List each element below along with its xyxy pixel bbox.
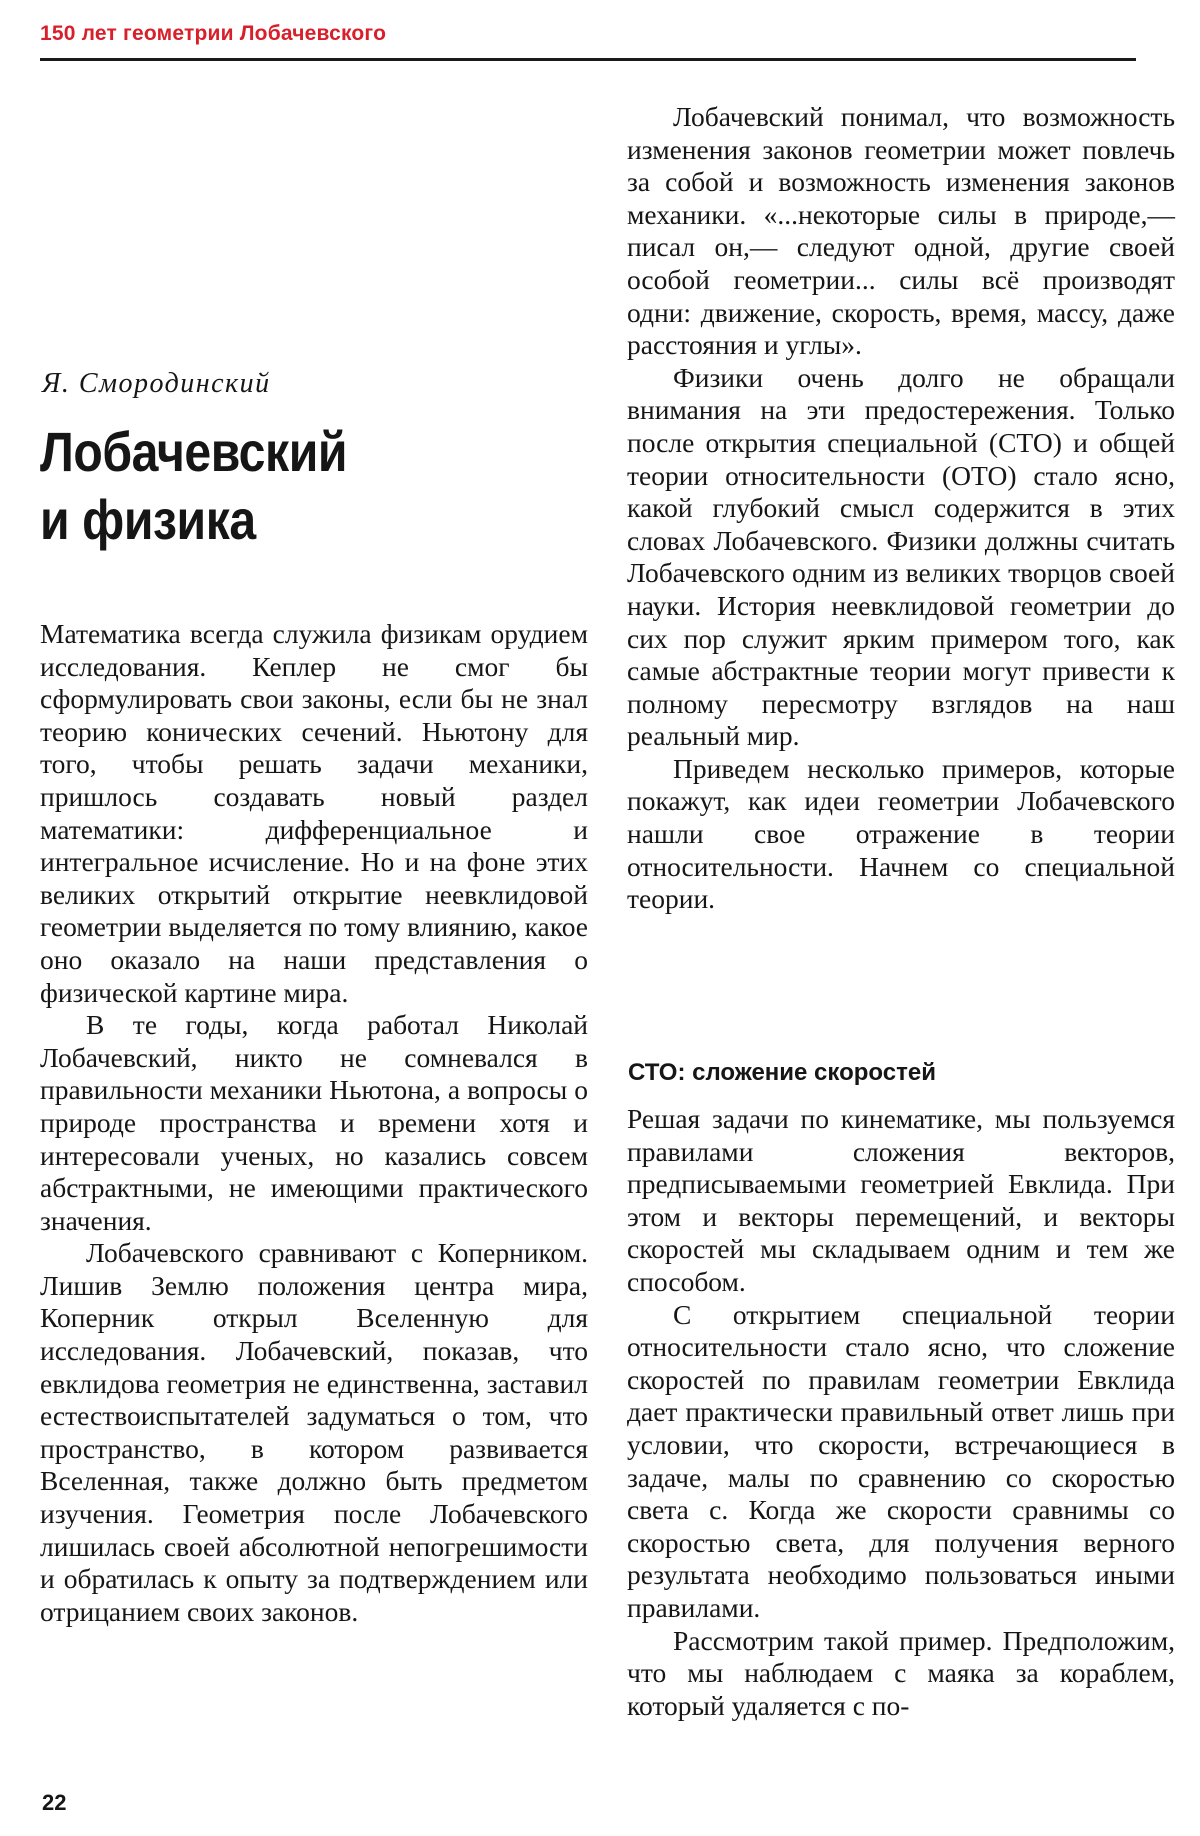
paragraph: В те годы, когда работал Николай Лобачевский, никто не сомневался в правильности механики Ньютона, а вопросы о природе пространства и времени хотя и интересовали ученых, но казались совсем абстрактными, не имеющими практического значения. — [40, 1009, 588, 1236]
left-column — [40, 618, 588, 1628]
header-rule — [40, 58, 1136, 61]
paragraph: Математика всегда служила физикам орудием исследования. Кеплер не смог бы сформулировать свои законы, если бы не знал теорию конических сечений. Ньютону для того, чтобы решать задачи механики, пришлось создавать новый раздел математики: дифференциальное и интегральное исчисление. Но и на фоне этих великих открытий открытие неевклидовой геометрии выделяется по тому влиянию, какое оно оказало на наши представления о физической картине мира. — [40, 618, 588, 1008]
article-title — [40, 418, 347, 554]
paragraph: Лобачевский понимал, что возможность изменения законов геометрии может повлечь за собой и возможность изменения законов механики. «...некоторые силы в природе,— писал он,— следуют одной, другие своей особой геометрии... силы всё производят одни: движение, скорость, время, массу, даже расстояния и углы». — [627, 101, 1175, 361]
right-column — [627, 101, 1175, 916]
article-author: Я. Смородинский — [42, 368, 271, 399]
paragraph: Приведем несколько примеров, которые покажут, как идеи геометрии Лобачевского нашли свое отражение в теории относительности. Начнем со специальной теории. — [627, 752, 1175, 915]
article-title-line-1: Лобачевский — [40, 420, 348, 483]
paragraph: Рассмотрим такой пример. Предположим, что мы наблюдаем с маяка за кораблем, который удаляется с по- — [627, 1624, 1175, 1721]
paragraph: Лобачевского сравнивают с Коперником. Лишив Землю положения центра мира, Коперник открыл Вселенную для исследования. Лобачевский, показав, что евклидова геометрия не единственна, заставил естествоиспытателей задуматься о том, что пространство, в котором развивается Вселенная, также должно быть предметом изучения. Геометрия после Лобачевского лишилась своей абсолютной непогрешимости и обратилась к опыту за подтверждением или отрицанием своих законов. — [40, 1237, 588, 1627]
article-title-line-2: и физика — [40, 488, 256, 551]
paragraph: Физики очень долго не обращали внимания на эти предостережения. Только после открытия специальной (СТО) и общей теории относительности (ОТО) стало ясно, какой глубокий смысл содержится в этих словах Лобачевского. Физики должны считать Лобачевского одним из великих творцов своей науки. История неевклидовой геометрии до сих пор служит ярким примером того, как самые абстрактные теории могут привести к полному пересмотру взглядов на наш реальный мир. — [627, 361, 1175, 752]
section-heading: СТО: сложение скоростей — [628, 1059, 936, 1086]
section-body — [627, 1103, 1175, 1722]
running-header: 150 лет геометрии Лобачевского — [40, 22, 387, 45]
paragraph: Решая задачи по кинематике, мы пользуемся правилами сложения векторов, предписываемыми геометрией Евклида. При этом и векторы перемещений, и векторы скоростей мы складываем одним и тем же способом. — [627, 1103, 1175, 1297]
paragraph: С открытием специальной теории относительности стало ясно, что сложение скоростей по правилам геометрии Евклида дает практически правильный ответ лишь при условии, что скорости, встречающиеся в задаче, малы по сравнению со скоростью света c. Когда же скорости сравнимы со скоростью света, для получения верного результата необходимо пользоваться иными правилами. — [627, 1298, 1175, 1623]
page-number: 22 — [42, 1790, 67, 1815]
